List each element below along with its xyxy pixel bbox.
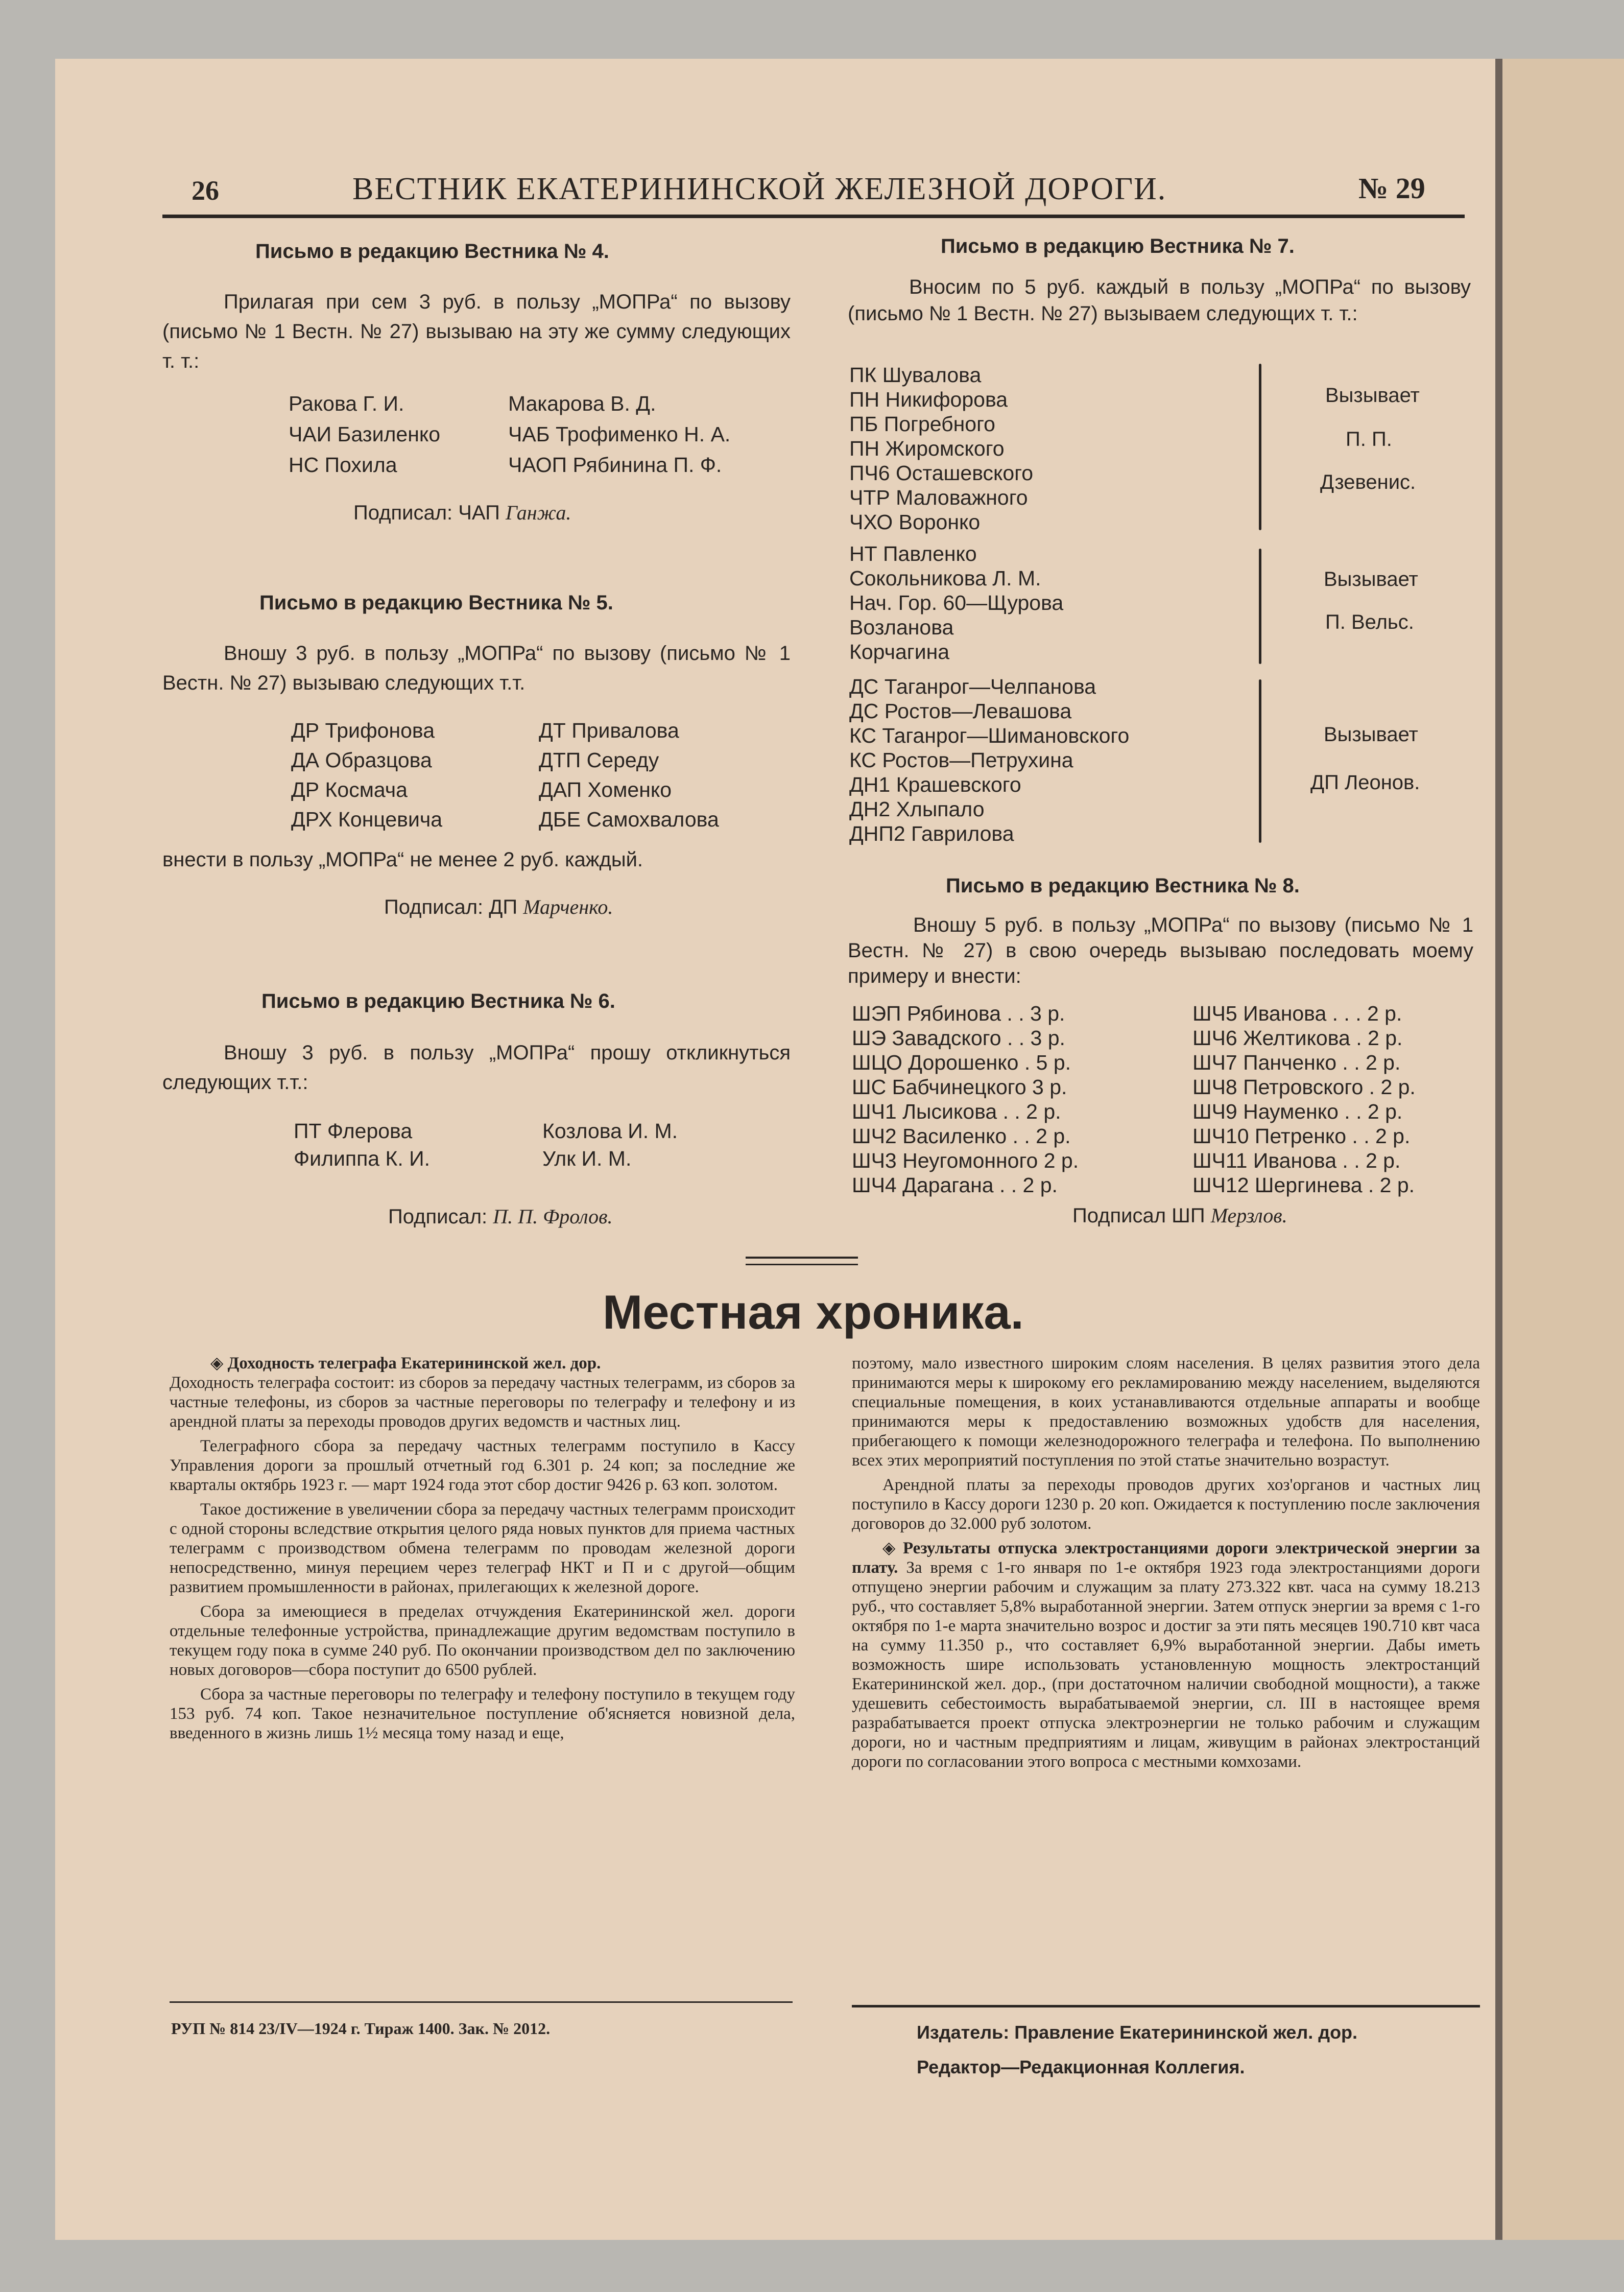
roster-name: ПН Никифорова	[849, 388, 1008, 411]
chronicle-paragraph: За время с 1-го января по 1-е октября 1923 года электростанциями дороги отпущено энергии рабочим и служащим за плату 273.322 квт. часа на сумму 18.213 руб., что составляет 5,8% выработанной энергии. Затем отпуск энергии за время с 1-го октября по 1-е марта значительно возрос и достиг за эти пять месяцев 190.710 квт часа на сумму 11.350 р., что составляет 6,9% выработанной энергии. Дабы иметь возможность шире использовать установленную мощность электростанций Екатерининской жел. дор., (при достаточном наличии свободной мощности), а также удешевить себестоимость вырабатываемой энергии, сл. III в настоящее время разрабатывается проект отпуска электроэнергии не только рабочим и служащим дороги, но и частным предприятиям и лицам, живущим в районах электростанций дороги по согласовании этого вопроса с местными комхозами.	[852, 1558, 1480, 1771]
letter-5-name: ДР Трифонова	[291, 719, 435, 742]
chronicle-column-left	[170, 1354, 795, 1748]
contribution-row: ШЧ3 Неугомонного 2 р.	[852, 1149, 1079, 1172]
letter-5-name: ДАП Хоменко	[539, 778, 672, 801]
letter-7-group-2	[849, 541, 1063, 664]
letter-5-name: ДБЕ Самохвалова	[539, 808, 719, 831]
group-caller: П. П.	[1346, 428, 1392, 451]
section-divider	[746, 1257, 858, 1259]
chronicle-paragraph: поэтому, мало известного широким слоям населения. В целях развития этого дела принимаются меры к широкому его рекламированию между населением, выделяются специальные помещения, в коих устанавливаются отдельные аппараты и вообще принимаются меры к предоставлению возможных удобств для населения, прибегающего к помощи железнодорожного телеграфа и телефона. По выполнению всех этих мероприятий поступления по этой статье значительно возрастут.	[852, 1354, 1480, 1470]
roster-name: ЧТР Маловажного	[849, 486, 1028, 509]
adjacent-page-edge	[1495, 59, 1624, 2240]
roster-name: ЧХО Воронко	[849, 510, 981, 534]
letter-6-title: Письмо в редакцию Вестника № 6.	[261, 990, 615, 1012]
group-caller: Вызывает	[1324, 568, 1418, 590]
issue-number: № 29	[1358, 172, 1425, 205]
roster-name: Сокольникова Л. М.	[849, 566, 1041, 590]
letter-7-group-1	[849, 363, 1033, 534]
chronicle-column-right	[852, 1354, 1480, 1771]
letter-4-name: Ракова Г. И.	[289, 392, 404, 415]
letter-4-name: ЧАБ Трофименко Н. А.	[508, 422, 731, 446]
group-caller: Вызывает	[1325, 384, 1420, 407]
letter-7-group-3	[849, 674, 1129, 846]
letter-4-name: НС Похила	[289, 453, 397, 477]
signed-label: Подписал:	[388, 1206, 488, 1228]
roster-name: ПН Жиромского	[849, 437, 1005, 460]
telegraph-headline: Доходность телеграфа Екатерининской жел. дор.	[227, 1354, 601, 1373]
letter-4-name: ЧАОП Рябинина П. Ф.	[508, 453, 722, 477]
letter-8-list-right	[1192, 1001, 1416, 1197]
letter-5-name: ДР Космача	[291, 778, 408, 801]
contribution-row: ШС Бабчинецкого 3 р.	[852, 1075, 1067, 1099]
roster-name: НТ Павленко	[849, 542, 977, 565]
group-caller: Дзевенис.	[1320, 471, 1416, 493]
editor: Редактор—Редакционная Коллегия.	[917, 2057, 1245, 2077]
letter-6-name: Улк И. М.	[542, 1147, 632, 1170]
letter-4-name: Макарова В. Д.	[508, 392, 656, 415]
header-rule	[162, 215, 1465, 218]
letter-6-name: ПТ Флерова	[294, 1119, 413, 1143]
footer-rule-right	[852, 2005, 1480, 2007]
letter-5-title: Письмо в редакцию Вестника № 5.	[259, 592, 613, 614]
signed-name: Марченко.	[523, 895, 613, 918]
signed-label: Подписал: ДП	[384, 896, 518, 918]
chronicle-paragraph: Сбора за имеющиеся в пределах отчуждения Екатерининской жел. дороги отдельные телефонные устройства, принадлежащие другим ведомствам поступило в текущем году пока в сумме 240 руб. По окончании производством дел по заключению новых договоров—сбора поступит до 6500 рублей.	[170, 1602, 795, 1679]
contribution-row: ШЧ9 Науменко . . 2 р.	[1192, 1100, 1403, 1123]
contribution-row: ШЧ4 Дарагана . . 2 р.	[852, 1173, 1058, 1197]
roster-name: Корчагина	[849, 640, 950, 664]
section-divider	[746, 1264, 858, 1265]
letter-6-name: Козлова И. М.	[542, 1119, 678, 1143]
group-brace	[1259, 364, 1261, 530]
roster-name: ПБ Погребного	[849, 412, 995, 436]
letter-5-name: ДТ Привалова	[539, 719, 679, 742]
letter-5-name: ДТП Середу	[539, 748, 659, 772]
chronicle-title: Местная хроника.	[603, 1285, 1024, 1339]
letter-4-signature	[353, 501, 571, 525]
contribution-row: ШЧ8 Петровского . 2 р.	[1192, 1075, 1416, 1099]
roster-name: ДН2 Хлыпало	[849, 797, 985, 821]
publisher: Издатель: Правление Екатерининской жел. дор.	[917, 2022, 1358, 2043]
page-number: 26	[192, 175, 219, 206]
contribution-row: ШЧ11 Иванова . . 2 р.	[1192, 1149, 1401, 1172]
roster-name: Нач. Гор. 60—Щурова	[849, 591, 1064, 615]
contribution-row: ШЧ2 Василенко . . 2 р.	[852, 1124, 1071, 1148]
chronicle-paragraph: Доходность телеграфа состоит: из сборов за передачу частных телеграмм, из сборов за частные телефоны, из сборов за частные переговоры по телеграфу и телефону и из арендной платы за переходы проводов других ведомств и частных лиц.	[170, 1374, 795, 1431]
roster-name: Возланова	[849, 616, 954, 639]
footer-rule-left	[170, 2001, 793, 2003]
letter-8-list-left	[852, 1001, 1079, 1197]
signed-name: П. П. Фролов.	[493, 1205, 613, 1228]
letter-4-title: Письмо в редакцию Вестника № 4.	[255, 240, 609, 263]
roster-name: ПЧ6 Осташевского	[849, 461, 1034, 485]
letter-7-text: Вносим по 5 руб. каждый в пользу „МОПРа“ по вызову (письмо № 1 Вестн. № 27) вызываем следующих т. т.:	[848, 276, 1471, 325]
letter-8-signature	[1072, 1203, 1287, 1227]
contribution-row: ШЭП Рябинова . . 3 р.	[852, 1002, 1065, 1025]
letter-5-name: ДРХ Концевича	[291, 808, 443, 831]
chronicle-paragraph: Телеграфного сбора за передачу частных телеграмм поступило в Кассу Управления дороги за прошлый отчетный год 6.301 р. 24 коп; за последние же кварталы октябрь 1923 г. — март 1924 года этот сбор достиг 9426 р. 63 коп. золотом.	[170, 1437, 795, 1494]
roster-name: ДН1 Крашевского	[849, 773, 1021, 796]
newspaper-title: ВЕСТНИК ЕКАТЕРИНИНСКОЙ ЖЕЛЕЗНОЙ ДОРОГИ.	[352, 172, 1167, 206]
letter-6-text: Вношу 3 руб. в пользу „МОПРа“ прошу откликнуться следующих т.т.:	[162, 1042, 791, 1094]
group-brace	[1259, 679, 1261, 843]
contribution-row: ШЧ6 Желтикова . 2 р.	[1192, 1026, 1403, 1050]
ornament-icon: ◈	[210, 1354, 224, 1373]
contribution-row: ШЦО Дорошенко . 5 р.	[852, 1051, 1071, 1074]
ornament-icon: ◈	[882, 1539, 896, 1557]
group-caller: Вызывает	[1324, 723, 1418, 746]
contribution-row: ШЧ7 Панченко . . 2 р.	[1192, 1051, 1401, 1074]
signed-name: Ганжа.	[506, 501, 571, 524]
letter-5-closing: внести в пользу „МОПРа“ не менее 2 руб. каждый.	[162, 848, 643, 871]
chronicle-paragraph: Арендной платы за переходы проводов других хоз'органов и частных лиц поступило в Кассу дороги 1230 р. 20 коп. Ожидается к поступлению после заключения договоров до 32.000 руб золотом.	[852, 1476, 1480, 1533]
roster-name: ПК Шувалова	[849, 363, 982, 387]
roster-name: КС Таганрог—Шимановского	[849, 724, 1130, 747]
contribution-row: ШЧ5 Иванова . . . 2 р.	[1192, 1002, 1402, 1025]
group-brace	[1259, 549, 1261, 664]
letter-6-signature	[388, 1204, 613, 1228]
letter-8-text: Вношу 5 руб. в пользу „МОПРа“ по вызову (письмо № 1 Вестн. № 27) в свою очередь вызываю последовать моему примеру и внести:	[848, 914, 1473, 987]
signed-label: Подписал: ЧАП	[353, 502, 500, 524]
letter-7-title: Письмо в редакцию Вестника № 7.	[941, 235, 1295, 257]
signed-label: Подписал ШП	[1072, 1204, 1205, 1227]
electricity-headline: Результаты отпуска электростанциями дороги электрической энергии за плату.	[852, 1539, 1480, 1577]
letter-6-name: Филиппа К. И.	[294, 1147, 431, 1170]
roster-name: ДС Таганрог—Челпанова	[849, 675, 1096, 698]
letter-8-title: Письмо в редакцию Вестника № 8.	[946, 875, 1300, 897]
roster-name: КС Ростов—Петрухина	[849, 748, 1073, 772]
roster-name: ДНП2 Гаврилова	[849, 822, 1014, 845]
contribution-row: ШЧ1 Лысикова . . 2 р.	[852, 1100, 1061, 1123]
imprint: РУП № 814 23/IV—1924 г. Тираж 1400. Зак. № 2012.	[171, 2019, 551, 2038]
letter-5-name: ДА Образцова	[291, 748, 432, 772]
signed-name: Мерзлов.	[1210, 1204, 1287, 1227]
letter-5-signature	[384, 895, 613, 919]
letter-4-text: Прилагая при сем 3 руб. в пользу „МОПРа“ по вызову (письмо № 1 Вестн. № 27) вызываю на эту же сумму следующих т. т.:	[162, 291, 791, 372]
chronicle-paragraph: Такое достижение в увеличении сбора за передачу частных телеграмм происходит с одной стороны вследствие открытия целого ряда новых пунктов для приема частных телеграмм с производством обмена телеграмм по проводам железной дороги непосредственно, минуя перецием через телеграф НКТ и П и с другой—общим развитием промышленности в районах, прилегающих к железной дороге.	[170, 1500, 795, 1596]
contribution-row: ШЭ Завадского . . 3 р.	[852, 1026, 1065, 1050]
roster-name: ДС Ростов—Левашова	[849, 699, 1072, 723]
group-caller: П. Вельс.	[1325, 611, 1414, 633]
group-caller: ДП Леонов.	[1310, 771, 1420, 794]
letter-5-text: Вношу 3 руб. в пользу „МОПРа“ по вызову (письмо № 1 Вестн. № 27) вызываю следующих т.т.	[162, 642, 791, 694]
letter-4-name: ЧАИ Базиленко	[289, 422, 441, 446]
contribution-row: ШЧ10 Петренко . . 2 р.	[1192, 1124, 1411, 1148]
chronicle-paragraph: Сбора за частные переговоры по телеграфу и телефону поступило в текущем году 153 руб. 74 коп. Такое незначительное поступление об'ясняется новизной дела, введенного в жизнь лишь 1½ месяца тому назад и еще,	[170, 1685, 795, 1742]
contribution-row: ШЧ12 Шергинева . 2 р.	[1192, 1173, 1415, 1197]
